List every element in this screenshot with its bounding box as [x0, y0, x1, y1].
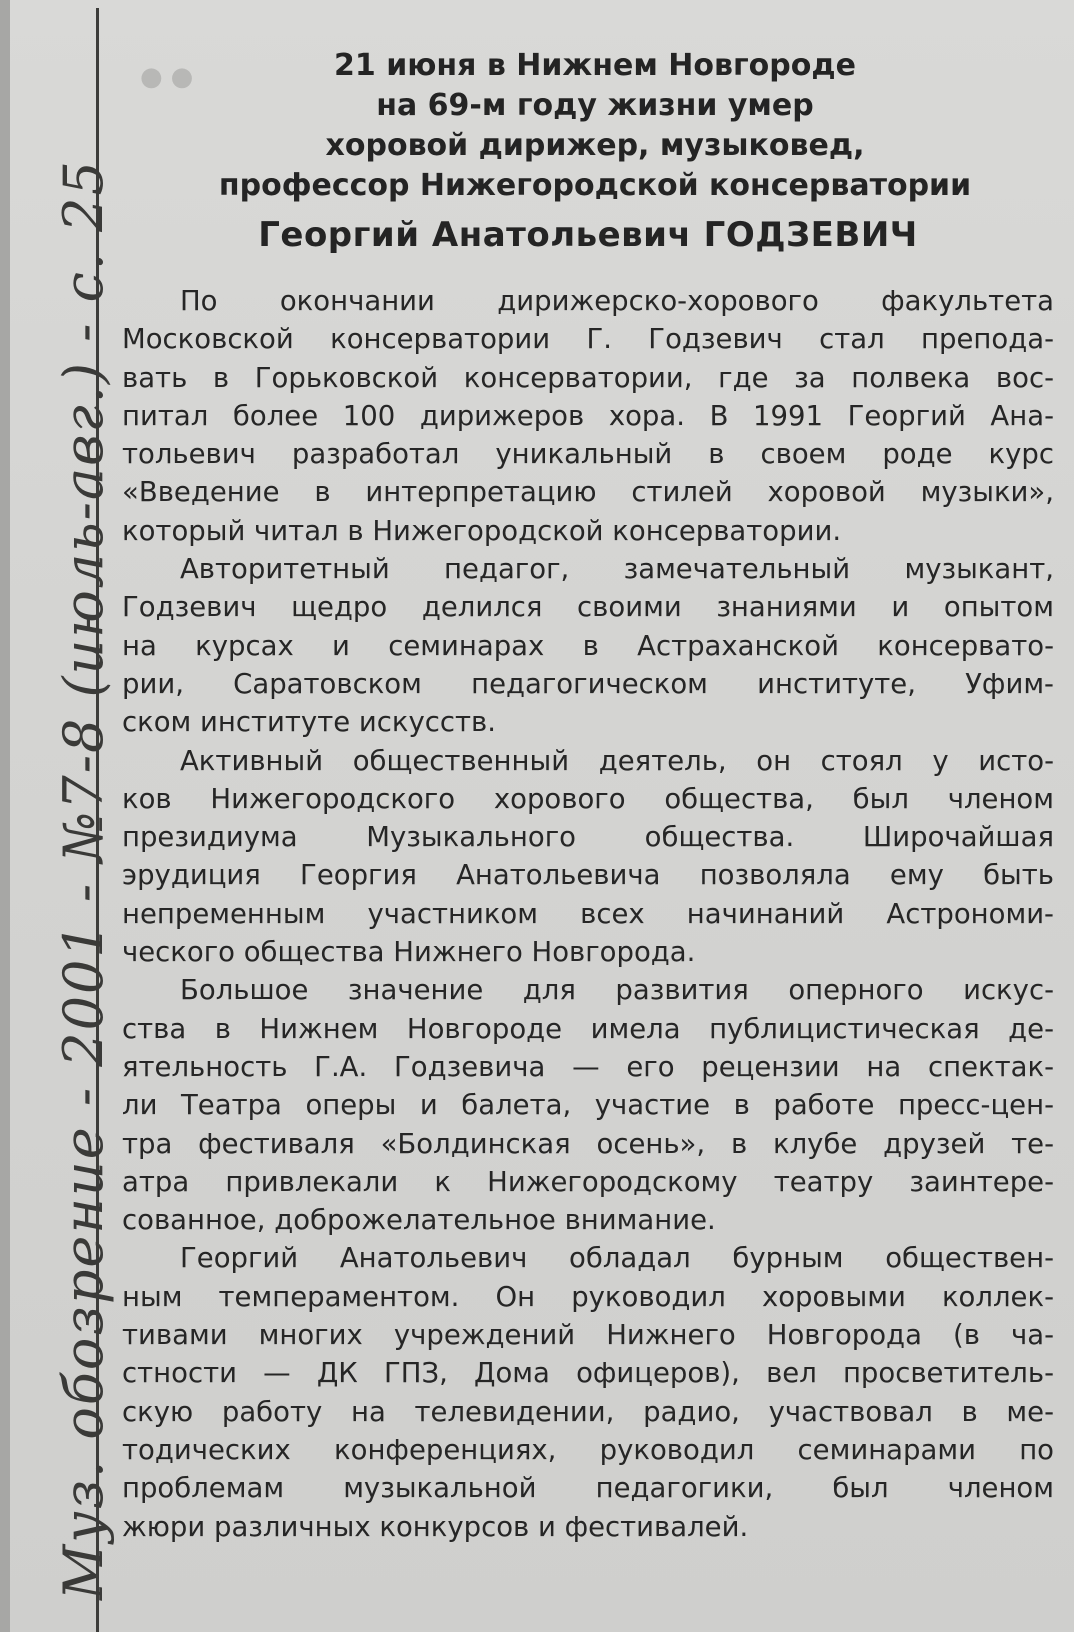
- paragraph-line: Активный общественный деятель, он стоял у исто-: [180, 744, 1054, 777]
- paragraph-line: ства в Нижнем Новгороде имела публицистическая де-: [122, 1012, 1054, 1045]
- paragraph-line: который читал в Нижегородской консерватории.: [122, 514, 842, 547]
- paragraph-line: Большое значение для развития оперного искус-: [180, 974, 1054, 1007]
- paragraph-line: ческого общества Нижнего Новгорода.: [122, 936, 696, 969]
- article-body: [122, 282, 1054, 1546]
- paragraph-line: стности — ДК ГПЗ, Дома офицеров), вел просветитель-: [122, 1357, 1054, 1390]
- paragraph-line: тивами многих учреждений Нижнего Новгорода (в ча-: [122, 1319, 1054, 1352]
- paragraph-line: Георгий Анатольевич обладал бурным обществен-: [180, 1242, 1054, 1275]
- paragraph-line: ным темпераментом. Он руководил хоровыми коллек-: [122, 1280, 1054, 1313]
- article-paragraph: [122, 550, 1054, 741]
- article-paragraph: [122, 742, 1054, 972]
- headline-line: на 69-м году жизни умер: [376, 88, 814, 123]
- paragraph-line: Московской консерватории Г. Годзевич стал препода-: [122, 323, 1054, 356]
- headline: [122, 46, 1054, 206]
- paragraph-line: ятельность Г.А. Годзевича — его рецензии на спектак-: [122, 1050, 1054, 1083]
- paragraph-line: скую работу на телевидении, радио, участвовал в ме-: [122, 1395, 1054, 1428]
- paragraph-line: сованное, доброжелательное внимание.: [122, 1204, 716, 1237]
- headline-line: профессор Нижегородской консерватории: [218, 168, 972, 203]
- paragraph-line: эрудиция Георгия Анатольевича позволяла ему быть: [122, 859, 1054, 892]
- person-name: Георгий Анатольевич ГОДЗЕВИЧ: [258, 215, 918, 255]
- paragraph-line: питал более 100 дирижеров хора. В 1991 Георгий Ана-: [122, 399, 1054, 432]
- paragraph-line: ков Нижегородского хорового общества, был членом: [122, 782, 1054, 815]
- paragraph-line: жюри различных конкурсов и фестивалей.: [122, 1510, 749, 1543]
- paragraph-line: «Введение в интерпретацию стилей хоровой музыки»,: [122, 476, 1054, 509]
- paragraph-line: рии, Саратовском педагогическом институте, Уфим-: [122, 667, 1054, 700]
- paragraph-line: ском институте искусств.: [122, 706, 496, 739]
- paragraph-line: По окончании дирижерско-хорового факультета: [180, 285, 1054, 317]
- article-paragraph: [122, 1239, 1054, 1545]
- paragraph-line: Авторитетный педагог, замечательный музыкант,: [180, 553, 1054, 586]
- paragraph-line: атра привлекали к Нижегородскому театру заинтере-: [122, 1165, 1054, 1198]
- paragraph-line: вать в Горьковской консерватории, где за полвека вос-: [122, 361, 1054, 394]
- paragraph-line: на курсах и семинарах в Астраханской консервато-: [122, 629, 1054, 662]
- paragraph-line: Годзевич щедро делился своими знаниями и опытом: [122, 591, 1054, 624]
- headline-line: 21 июня в Нижнем Новгороде: [334, 48, 856, 83]
- article-paragraph: [122, 282, 1054, 550]
- paper-edge: [0, 0, 10, 1632]
- paragraph-line: непременным участником всех начинаний Астрономи-: [122, 897, 1054, 930]
- obituary-article: [122, 46, 1054, 1546]
- paragraph-line: президиума Музыкального общества. Широчайшая: [122, 821, 1054, 854]
- print-dots-decoration: ●●: [140, 62, 202, 92]
- handwritten-source-note: Муз. обозрение - 2001 - №7-8 (июль-авг.) - с. 25: [52, 159, 115, 1600]
- article-paragraph: [122, 971, 1054, 1239]
- paragraph-line: ли Театра оперы и балета, участие в работе пресс-цен-: [122, 1089, 1054, 1122]
- paragraph-line: тра фестиваля «Болдинская осень», в клубе друзей те-: [122, 1127, 1054, 1160]
- paragraph-line: тодических конференциях, руководил семинарами по: [122, 1433, 1054, 1466]
- headline-line: хоровой дирижер, музыковед,: [325, 128, 865, 163]
- paragraph-line: тольевич разработал уникальный в своем роде курс: [122, 438, 1054, 471]
- paragraph-line: проблемам музыкальной педагогики, был членом: [122, 1472, 1054, 1505]
